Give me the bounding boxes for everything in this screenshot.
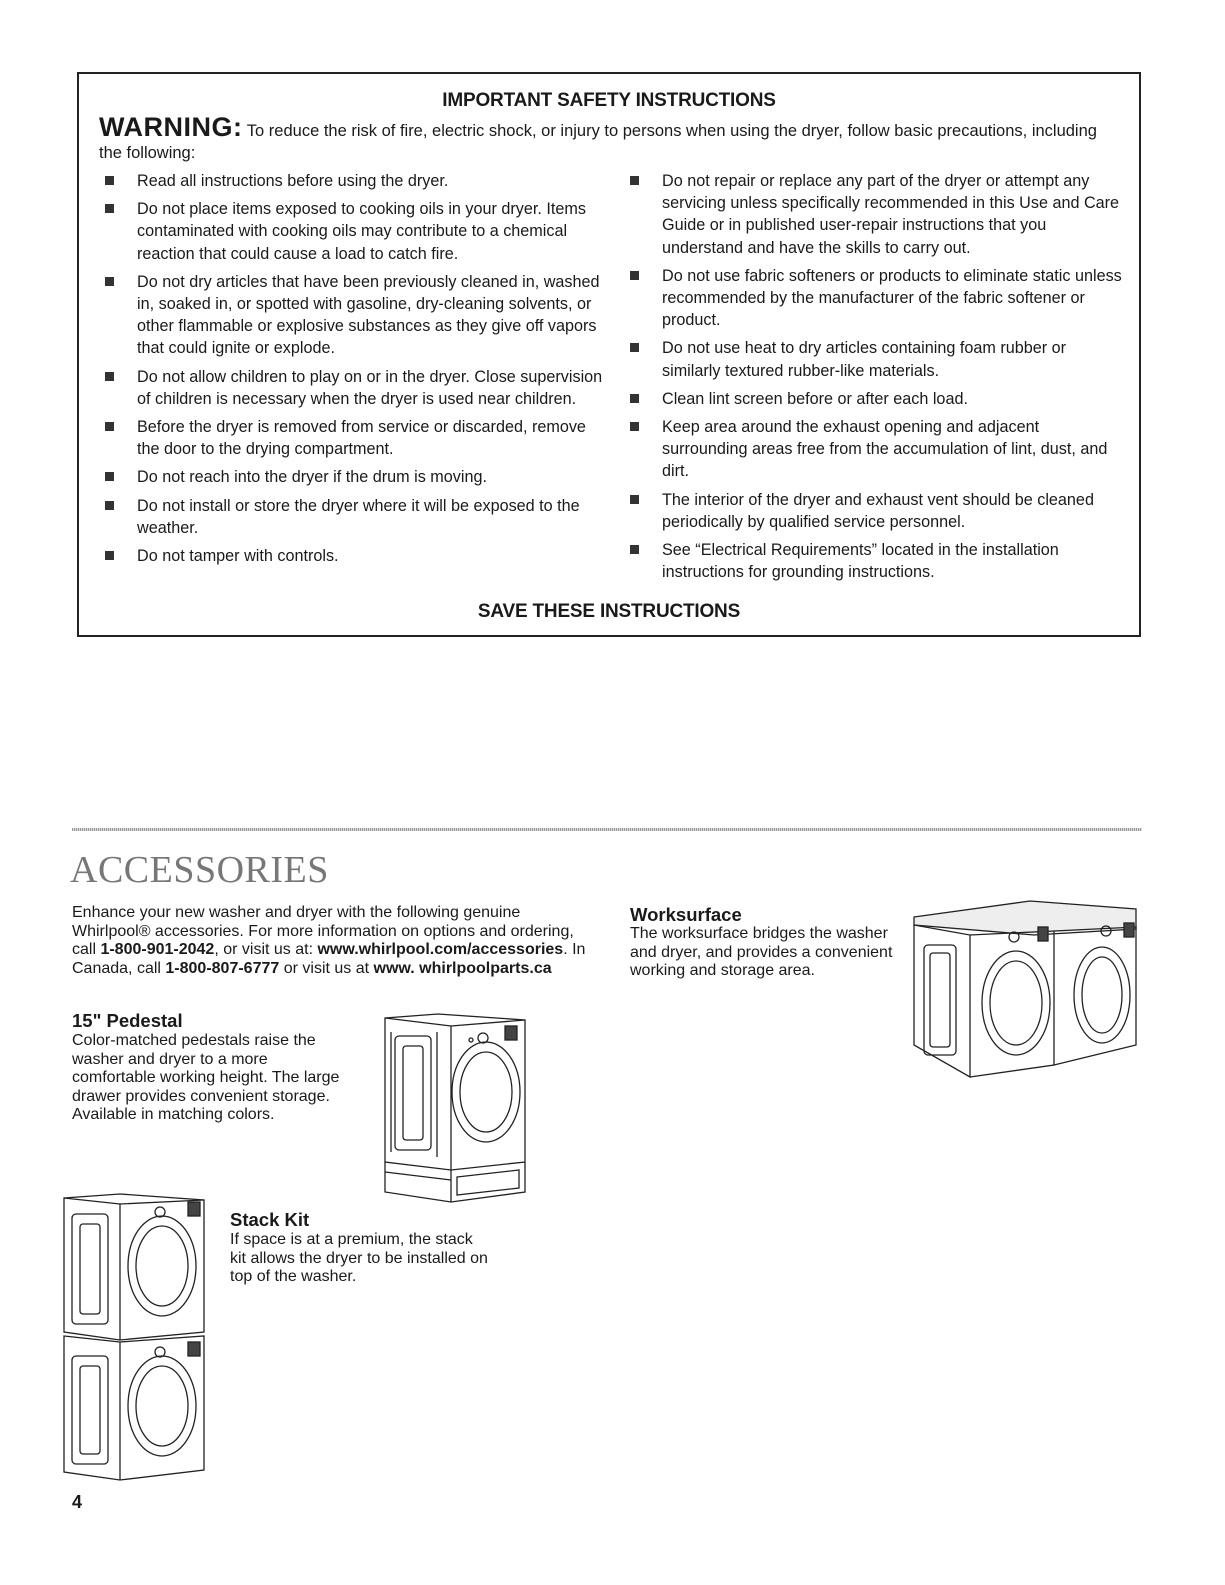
list-item: Do not install or store the dryer where it will be exposed to the weather. bbox=[97, 495, 607, 539]
bullet-square-icon bbox=[630, 271, 639, 280]
pedestal-dryer-illustration bbox=[383, 1012, 528, 1207]
save-instructions-heading: SAVE THESE INSTRUCTIONS bbox=[477, 601, 741, 622]
bullet-square-icon bbox=[105, 472, 114, 481]
bullet-square-icon bbox=[630, 422, 639, 431]
canada-parts-url[interactable]: www. whirlpoolparts.ca bbox=[373, 959, 552, 977]
safety-instructions-box bbox=[77, 72, 1141, 637]
list-item: See “Electrical Requirements” located in the installation instructions for grounding instructions. bbox=[622, 539, 1122, 583]
list-item: Do not reach into the dryer if the drum is moving. bbox=[97, 466, 607, 488]
list-item: Do not use fabric softeners or products to eliminate static unless recommended by the manufacturer of the fabric softener or product. bbox=[622, 265, 1122, 332]
list-item: Do not tamper with controls. bbox=[97, 545, 607, 567]
safety-list-right bbox=[622, 170, 1122, 589]
list-item: Clean lint screen before or after each load. bbox=[622, 388, 1122, 410]
bullet-square-icon bbox=[105, 176, 114, 185]
list-item: Do not repair or replace any part of the dryer or attempt any servicing unless specifically recommended in this Use and Care Guide or in published user-repair instructions that you understand and have the skills to carry out. bbox=[622, 170, 1122, 259]
list-item: Keep area around the exhaust opening and adjacent surrounding areas free from the accumulation of lint, dust, and dirt. bbox=[622, 416, 1122, 483]
list-item: Before the dryer is removed from service or discarded, remove the door to the drying compartment. bbox=[97, 416, 607, 460]
section-divider bbox=[72, 828, 1142, 831]
accessories-heading: ACCESSORIES bbox=[70, 849, 329, 891]
list-item: The interior of the dryer and exhaust vent should be cleaned periodically by qualified service personnel. bbox=[622, 489, 1122, 533]
bullet-square-icon bbox=[105, 204, 114, 213]
list-item: Do not allow children to play on or in the dryer. Close supervision of children is necessary when the dryer is used near children. bbox=[97, 366, 607, 410]
bullet-square-icon bbox=[105, 501, 114, 510]
safety-list-left bbox=[97, 170, 607, 573]
list-item: Do not place items exposed to cooking oils in your dryer. Items contaminated with cooking oils may contribute to a chemical reaction that could cause a load to catch fire. bbox=[97, 198, 607, 265]
list-item: Read all instructions before using the dryer. bbox=[97, 170, 607, 192]
page-number: 4 bbox=[72, 1492, 83, 1512]
phone-number-canada: 1-800-807-6777 bbox=[165, 959, 280, 977]
bullet-square-icon bbox=[630, 176, 639, 185]
accessories-intro: Enhance your new washer and dryer with the following genuine Whirlpool® accessories. For more information on options and ordering, call 1-800-901-2042, or visit us at: www.whirlpool.com/accessories. In Canada, call 1-800-807-6777 or visit us at www. whirlpoolparts.ca bbox=[72, 904, 586, 977]
worksurface-illustration bbox=[910, 895, 1140, 1080]
worksurface-title: Worksurface bbox=[630, 904, 742, 925]
warning-paragraph bbox=[99, 112, 1119, 164]
phone-number-us: 1-800-901-2042 bbox=[100, 941, 215, 958]
accessories-url[interactable]: www.whirlpool.com/accessories bbox=[317, 941, 564, 958]
warning-text: To reduce the risk of fire, electric shock, or injury to persons when using the dryer, follow basic precautions, including the following: bbox=[99, 122, 1097, 162]
stack-kit-description: If space is at a premium, the stack kit allows the dryer to be installed on top of the washer. bbox=[230, 1231, 488, 1285]
bullet-square-icon bbox=[630, 545, 639, 554]
stack-kit-title: Stack Kit bbox=[230, 1209, 310, 1230]
list-item: Do not dry articles that have been previously cleaned in, washed in, soaked in, or spotted with gasoline, dry-cleaning solvents, or other flammable or explosive substances as they give off vapors that could ignite or explode. bbox=[97, 271, 607, 360]
bullet-square-icon bbox=[105, 372, 114, 381]
warning-label: WARNING: bbox=[99, 112, 243, 142]
bullet-square-icon bbox=[105, 551, 114, 560]
bullet-square-icon bbox=[630, 343, 639, 352]
safety-heading: IMPORTANT SAFETY INSTRUCTIONS bbox=[442, 90, 776, 111]
pedestal-description: Color-matched pedestals raise the washer and dryer to a more comfortable working height. The large drawer provides convenient storage. Available in matching colors. bbox=[72, 1032, 340, 1123]
worksurface-description: The worksurface bridges the washer and dryer, and provides a convenient working and storage area. bbox=[630, 925, 893, 979]
stack-kit-illustration bbox=[58, 1190, 208, 1480]
list-item: Do not use heat to dry articles containing foam rubber or similarly textured rubber-like materials. bbox=[622, 337, 1122, 381]
pedestal-title: 15" Pedestal bbox=[72, 1010, 183, 1031]
bullet-square-icon bbox=[630, 495, 639, 504]
bullet-square-icon bbox=[105, 277, 114, 286]
bullet-square-icon bbox=[105, 422, 114, 431]
bullet-square-icon bbox=[630, 394, 639, 403]
